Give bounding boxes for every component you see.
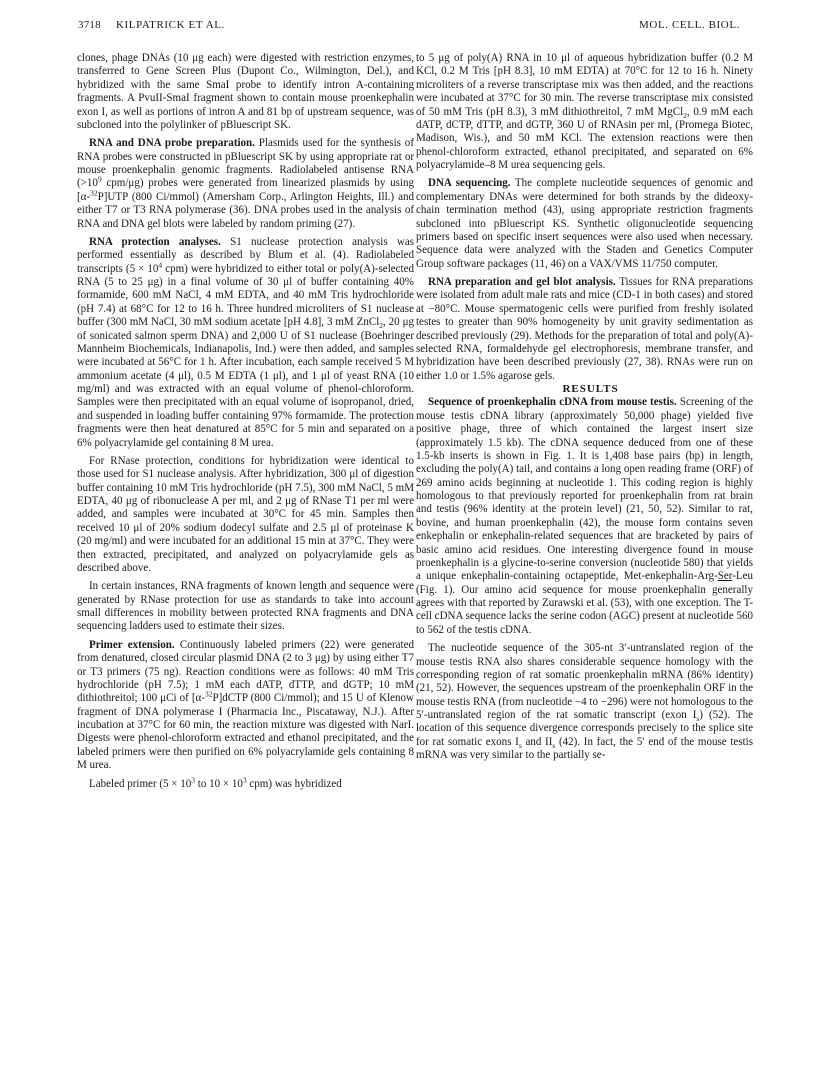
section-heading-sequence: Sequence of proenkephalin cDNA from mouse testis. [428, 396, 677, 409]
paragraph-rnase-protection: For RNase protection, conditions for hybridization were identical to those used for S1 nuclease analysis. After hybridization, 300 μl of digestion buffer containing 10 mM Tris hydrochloride (pH 7.5), 300 mM NaCl, 5 mM EDTA, 40 μg of ribonuclease A per ml, and 2 μg of RNase T1 per ml were added, and samples were incubated at 30°C for 45 min. Samples then received 10 μl of 20% sodium dodecyl sulfate and 2.5 μl of proteinase K (20 mg/ml) and were incubated for an additional 15 min at 37°C. They were then extracted, precipitated, and analyzed on polyacrylamide gels as described above. [77, 454, 414, 574]
paragraph-rna-preparation: RNA preparation and gel blot analysis. Tissues for RNA preparations were isolated from adult male rats and mice (CD-1 in both cases) and stored at −80°C. Mouse spermatogenic cells were purified from freshly isolated testes to greater than 90% homogeneity by unit gravity sedimentation as described previously (29). Methods for the preparation of total and poly(A)-selected RNA, formaldehyde gel electrophoresis, membrane transfer, and hybridization have been described previously (27, 38). RNAs were run on either 1.0 or 1.5% agarose gels. [416, 276, 753, 382]
paragraph-nucleotide-sequence: The nucleotide sequence of the 305-nt 3′-untranslated region of the mouse testis RNA also shares considerable sequence homology with the corresponding region of rat somatic proenkephalin mRNA (86% identity) (21, 52). However, the sequences upstream of the proenkephalin ORF in the mouse testis RNA (from nucleotide −4 to −296) were not homologous to the 5′-untranslated region of the rat somatic transcript (exon $I_s$) (52). The location of this sequence divergence corresponds precisely to the splice site for rat somatic exons $I_s$ and $II_s$ (42). In fact, the 5′ end of the mouse testis mRNA was very similar to the partially se- [416, 642, 754, 762]
paragraph-dna-sequencing: DNA sequencing. The complete nucleotide sequences of genomic and complementary DNAs were determined for both strands by the dideoxy-chain termination method (43), using appropriate restriction fragments subcloned into pBluescript KS. Synthetic oligonucleotide sequencing primers based on specific insert sequences were also used when necessary. Sequence data were analyzed with the Staden and Genetics Computer Group software packages (11, 46) on a VAX/VMS 11/750 computer. [416, 177, 754, 270]
section-heading-probe-preparation: RNA and DNA probe preparation. [89, 137, 255, 150]
paragraph-rna-protection: RNA protection analyses. S1 nuclease protection analysis was performed essentially as described by Blum et al. (4). Radiolabeled transcripts ($5 \times 10^4$ cpm) were hybridized to either total or poly(A)-selected RNA (5 to 25 μg) in a final volume of 30 μl of buffer containing 40% formamide, 600 mM NaCl, 4 mM EDTA, and 40 mM Tris hydrochloride (pH 7.4) at 68°C for 12 to 16 h. Three hundred microliters of S1 nuclease buffer (300 mM NaCl, 30 mM sodium acetate [pH 4.8], 3 mM ZnCl$_2$, 20 μg of sonicated salmon sperm DNA) and 2,000 U of S1 nuclease (Boehringer Mannheim Biochemicals, Indianapolis, Ind.) were then added, and samples were incubated at 56°C for 1 h. After incubation, each sample received 5 M ammonium acetate (4 μl), 0.5 M EDTA (1 μl), and 1 μl of yeast RNA (10 mg/ml) and was extracted with an equal volume of phenol-chloroform. Samples were then precipitated with an equal volume of isopropanol, dried, and suspended in loading buffer containing 97% formamide. The protection fragments were then heat denatured at 85°C for 5 min and separated on a 6% polyacrylamide gel containing 8 M urea. [77, 235, 415, 449]
paragraph-hybridization-cont: to 5 μg of poly(A) RNA in 10 μl of aqueous hybridization buffer (0.2 M KCl, 0.2 M Tris [pH 8.3], 10 mM EDTA) at 70°C for 12 to 16 h. Ninety microliters of a reverse transcriptase mix was then added, and the reactions were incubated at 37°C for 30 min. The reverse transcriptase mix consisted of 50 mM Tris (pH 8.3), 3 mM dithiothreitol, 7 mM MgCl$_2$, 0.9 mM each dATP, dCTP, dTTP, and dGTP, 360 U of RNAsin per ml, (Promega Biotec, Madison, Wis.), and 50 mM KCl. The extension reactions were then phenol-chloroform extracted, ethanol precipitated, and separated on 6% polyacrylamide–8 M urea sequencing gels. [416, 52, 754, 171]
running-header [78, 19, 740, 33]
paragraph-sequence-proenkephalin: Sequence of proenkephalin cDNA from mouse testis. Screening of the mouse testis cDNA library (approximately 50,000 phage) yielded five positive phage, three of which contained the largest insert size (approximately 1.5 kb). The cDNA sequence deduced from one of these 1.5-kb inserts is shown in Fig. 1. It is 1,408 base pairs (bp) in length, excluding the poly(A) tail, and contains a long open reading frame (ORF) of 269 amino acids beginning at nucleotide 1. This coding region is highly homologous to that previously reported for proenkephalin from rat brain and testis (96% identity at the protein level) (21, 50, 52). Similar to rat, bovine, and human proenkephalin (42), the mouse form contains seven enkephalin or enkephalin-related sequences that are bracketed by pairs of basic amino acid residues. One interesting divergence found in mouse proenkephalin is a glycine-to-serine conversion (nucleotide 580) that yields a unique enkephalin-containing octapeptide, Met-enkephalin-Arg-Ser-Leu (Fig. 1). Our amino acid sequence for mouse proenkephalin generally agrees with that reported by Zurawski et al. (53), with one exception. The T-cell cDNA sequence lacks the serine codon (AGC) present at nucleotide 560 to 562 of the testis cDNA. [416, 396, 753, 636]
section-heading-dna-sequencing: DNA sequencing. [428, 177, 511, 190]
paragraph-labeled-primer: Labeled primer ($5 \times 10^3$ to $10 \times 10^3$ cpm) was hybridized [89, 774, 342, 790]
results-heading: RESULTS [562, 383, 619, 395]
section-heading-rna-protection: RNA protection analyses. [89, 235, 221, 248]
section-heading-primer-extension: Primer extension. [89, 638, 175, 651]
section-heading-rna-preparation: RNA preparation and gel blot analysis. [428, 276, 616, 288]
journal-name: MOL. CELL. BIOL. [639, 19, 740, 31]
paragraph-standards: In certain instances, RNA fragments of known length and sequence were generated by RNase protection for use as standards to take into account small differences in mobility between protected RNA fragments and DNA sequencing ladders used to estimate their sizes. [77, 580, 414, 633]
paragraph-clones: clones, phage DNAs (10 μg each) were digested with restriction enzymes, transferred to Gene Screen Plus (Dupont Co., Wilmington, Del.), and hybridized with the same SmaI probe to identify intron A-containing fragments. A PvuII-SmaI fragment shown to contain mouse proenkephalin exon I, as well as portions of intron A and 81 bp of upstream sequence, was subcloned into the polylinker of pBluescript SK. [77, 52, 414, 131]
paragraph-primer-extension: Primer extension. Continuously labeled primers (22) were generated from denatured, closed circular plasmid DNA (2 to 3 μg) by using either T7 or T3 primers (75 ng). Reaction conditions were as follows: 40 mM Tris hydrochloride (pH 7.5); 1 mM each dATP, dTTP, and dGTP; 10 mM dithiothreitol; 100 μCi of [α-$^{32}$P]dCTP (800 Ci/mmol); and 15 U of Klenow fragment of DNA polymerase I (Pharmacia Inc., Piscataway, N.J.). After incubation at 37°C for 60 min, the reaction mixture was digested with NarI. Digests were phenol-chloroform extracted and ethanol precipitated, and the labeled primers were then purified on 6% polyacrylamide gels containing 8 M urea. [77, 638, 414, 772]
left-column [77, 52, 414, 791]
right-column [416, 52, 753, 763]
page-number: 3718 [78, 19, 101, 31]
paragraph-probe-preparation: RNA and DNA probe preparation. Plasmids used for the synthesis of RNA probes were constructed in pBluescript SK by using appropriate rat or mouse proenkephalin genomic fragments. Radiolabeled antisense RNA ($>10^9$ cpm/μg) probes were generated from linearized plasmids by using [α-$^{32}$P]UTP (800 Ci/mmol) (Amersham Corp., Arlington Heights, Ill.) and either T7 or T3 RNA polymerase (36). DNA probes used in the analysis of RNA and DNA gel blots were labeled by random priming (27). [77, 137, 414, 230]
running-authors: KILPATRICK ET AL. [116, 19, 225, 31]
